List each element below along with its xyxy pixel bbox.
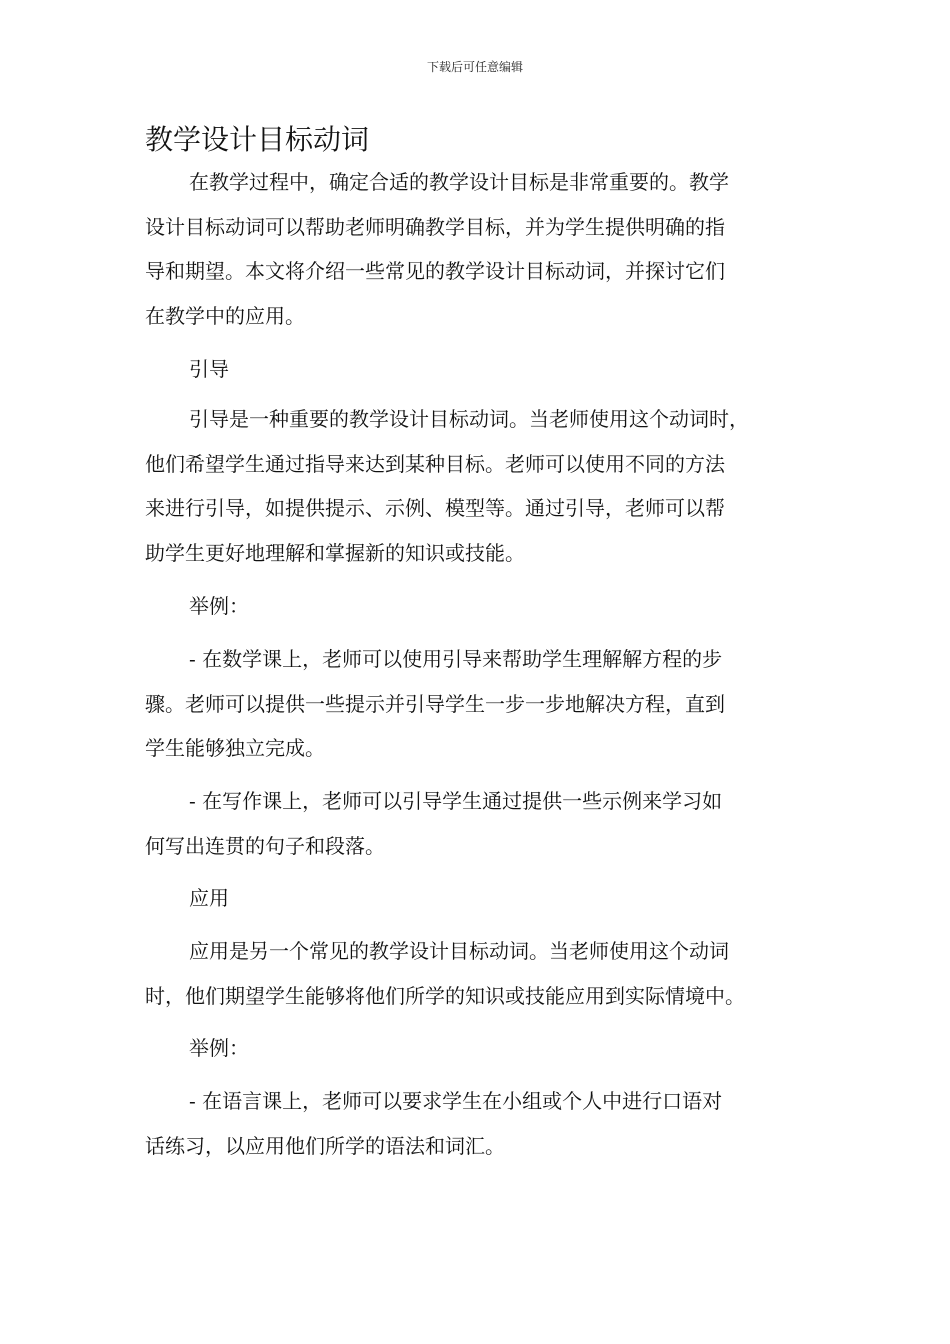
section-heading-apply (145, 876, 807, 921)
text-line: 时，他们期望学生能够将他们所学的知识或技能应用到实际情境中。 (145, 983, 745, 1008)
text-line: 举例： (189, 594, 249, 618)
text-line: 引导是一种重要的教学设计目标动词。当老师使用这个动词时， (189, 407, 749, 431)
text-line: 设计目标动词可以帮助老师明确教学目标，并为学生提供明确的指 (145, 214, 725, 239)
text-line: - 在语言课上，老师可以要求学生在小组或个人中进行口语对 (189, 1089, 723, 1113)
text-line: 应用是另一个常见的教学设计目标动词。当老师使用这个动词 (189, 939, 729, 963)
document-title: 教学设计目标动词 (145, 123, 370, 156)
header-note: 下载后可任意编辑 (426, 60, 523, 74)
guide-paragraph (145, 397, 807, 575)
text-line: - 在数学课上，老师可以使用引导来帮助学生理解解方程的步 (189, 647, 723, 671)
text-line: 导和期望。本文将介绍一些常见的教学设计目标动词，并探讨它们 (145, 259, 725, 283)
apply-paragraph (145, 929, 807, 1018)
section-heading-guide (145, 347, 807, 392)
text-line: 应用 (189, 886, 229, 910)
text-line: 骤。老师可以提供一些提示并引导学生一步一步地解决方程，直到 (145, 691, 725, 716)
text-line: 在教学中的应用。 (145, 303, 305, 328)
text-line: - 在写作课上，老师可以引导学生通过提供一些示例来学习如 (189, 789, 723, 813)
text-line: 他们希望学生通过指导来达到某种目标。老师可以使用不同的方法 (145, 451, 725, 476)
text-line: 在教学过程中，确定合适的教学设计目标是非常重要的。教学 (189, 170, 729, 194)
text-line: 何写出连贯的句子和段落。 (145, 833, 385, 858)
text-line: 举例： (189, 1036, 249, 1060)
text-line: 助学生更好地理解和掌握新的知识或技能。 (145, 540, 525, 565)
example-item-language (145, 1079, 807, 1168)
example-item-math (145, 637, 807, 771)
text-line: 引导 (189, 357, 229, 381)
text-line: 来进行引导，如提供提示、示例、模型等。通过引导，老师可以帮 (145, 496, 725, 520)
intro-paragraph (145, 160, 807, 338)
example-item-writing (145, 779, 807, 868)
text-line: 话练习，以应用他们所学的语法和词汇。 (145, 1133, 505, 1158)
text-line: 学生能够独立完成。 (145, 736, 325, 760)
example-label (145, 584, 807, 629)
example-label (145, 1026, 807, 1071)
